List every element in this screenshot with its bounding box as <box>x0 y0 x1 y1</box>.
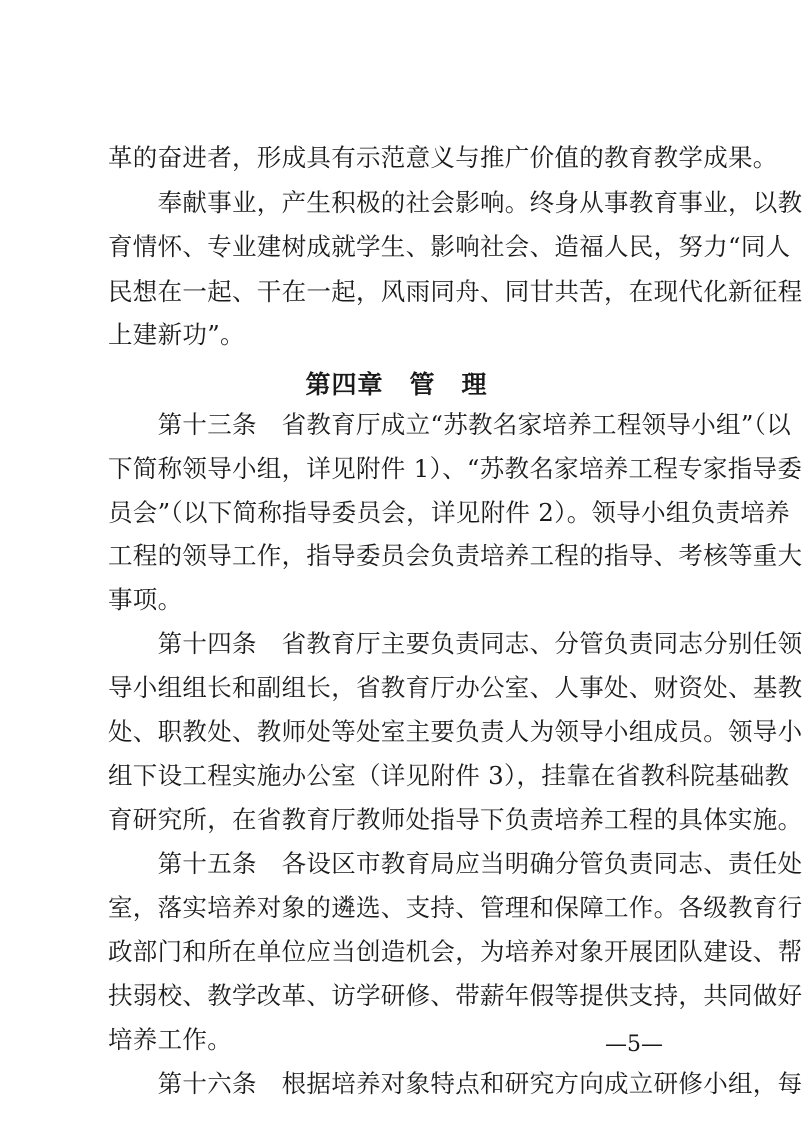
body-text-line: 民想在一起、干在一起，风雨同舟、同甘共苦，在现代化新征程 <box>108 277 802 306</box>
article-text-line: 第十六条 根据培养对象特点和研究方向成立研修小组，每 <box>108 1069 802 1098</box>
article-text-line: 第十三条 省教育厅成立“苏教名家培养工程领导小组”（以 <box>108 410 791 439</box>
page-number: —5— <box>605 1032 663 1057</box>
article-text-line: 扶弱校、教学改革、访学研修、带薪年假等提供支持，共同做好 <box>108 981 802 1010</box>
article-text-line: 导小组组长和副组长，省教育厅办公室、人事处、财资处、基教 <box>108 673 802 702</box>
article-text-line: 事项。 <box>108 585 183 614</box>
body-text-line: 育情怀、专业建树成就学生、影响社会、造福人民，努力“同人 <box>108 232 791 261</box>
chapter-heading: 第四章 管 理 <box>305 370 488 399</box>
article-text-line: 工程的领导工作，指导委员会负责培养工程的指导、考核等重大 <box>108 541 802 570</box>
article-text-line: 下简称领导小组，详见附件 1）、“苏教名家培养工程专家指导委 <box>108 454 802 483</box>
article-text-line: 培养工作。 <box>108 1025 232 1054</box>
article-text-line: 育研究所，在省教育厅教师处指导下负责培养工程的具体实施。 <box>108 805 802 834</box>
article-text-line: 政部门和所在单位应当创造机会，为培养对象开展团队建设、帮 <box>108 937 802 966</box>
article-text-line: 组下设工程实施办公室（详见附件 3），挂靠在省教科院基础教 <box>108 761 790 790</box>
article-text-line: 室，落实培养对象的遴选、支持、管理和保障工作。各级教育行 <box>108 893 802 922</box>
article-text-line: 第十四条 省教育厅主要负责同志、分管负责同志分别任领 <box>108 629 802 658</box>
article-text-line: 处、职教处、教师处等处室主要负责人为领导小组成员。领导小 <box>108 717 802 746</box>
body-text-line: 奉献事业，产生积极的社会影响。终身从事教育事业，以教 <box>108 188 802 217</box>
body-text-line: 上建新功”。 <box>108 320 245 349</box>
article-text-line: 员会”（以下简称指导委员会，详见附件 2）。领导小组负责培养 <box>108 498 790 527</box>
body-text-line: 革的奋进者，形成具有示范意义与推广价值的教育教学成果。 <box>108 143 778 172</box>
article-text-line: 第十五条 各设区市教育局应当明确分管负责同志、责任处 <box>108 849 802 878</box>
